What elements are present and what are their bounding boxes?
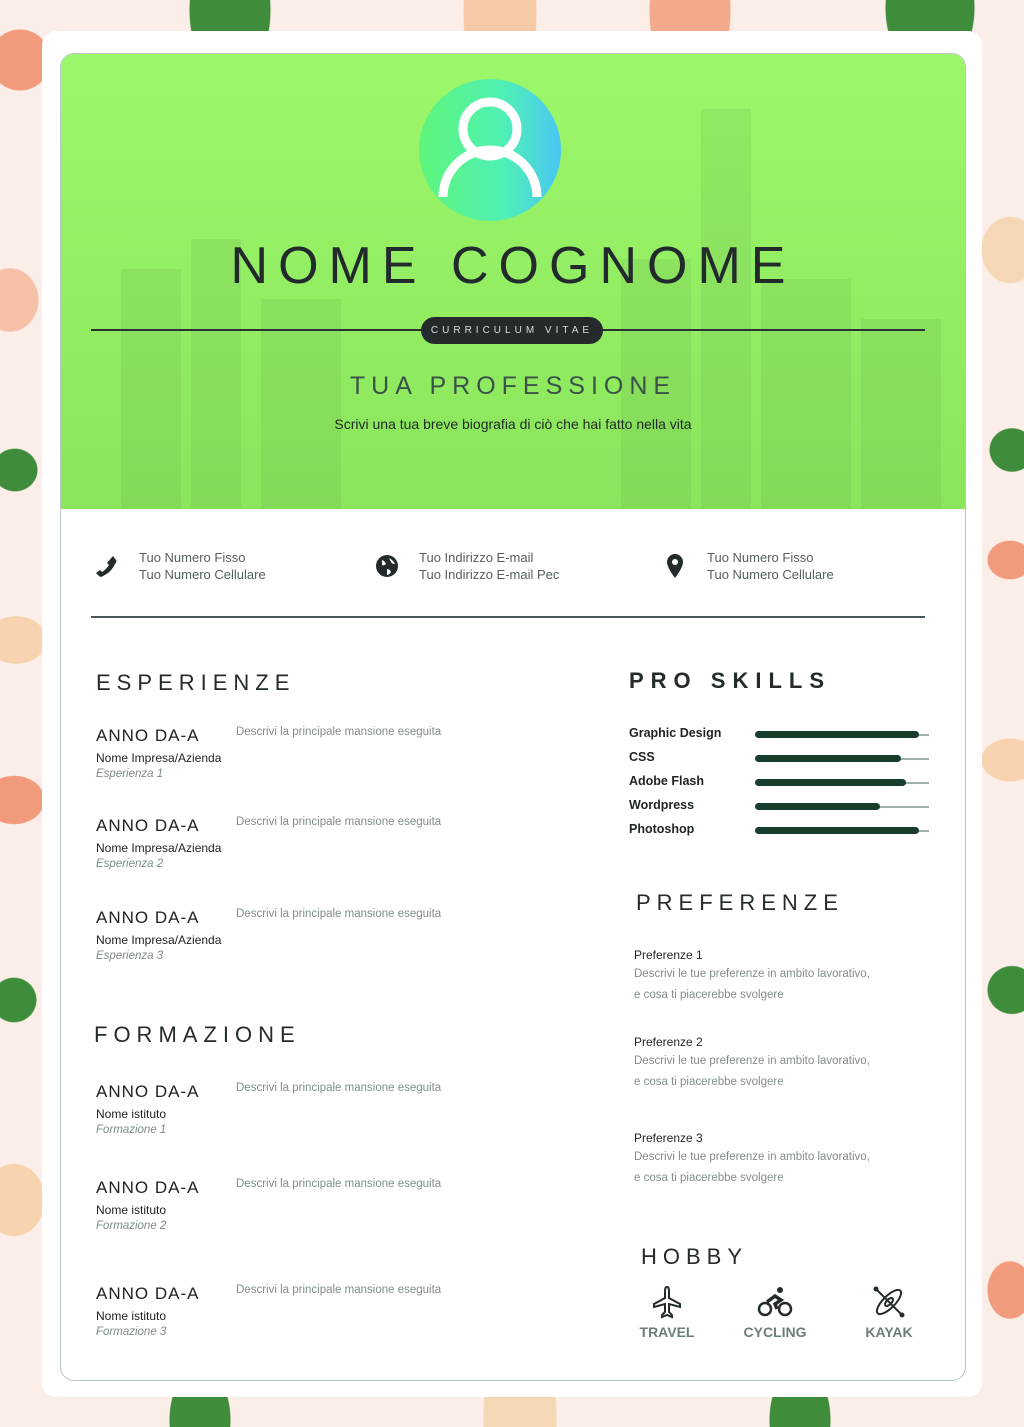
hobby-label: TRAVEL bbox=[639, 1324, 695, 1340]
preference-text: Descrivi le tue preferenze in ambito lavorativo, bbox=[634, 968, 870, 980]
entry-desc: Descrivi la principale mansione eseguita bbox=[236, 816, 442, 828]
preference-text: e cosa ti piacerebbe svolgere bbox=[634, 989, 784, 1001]
contact-email bbox=[373, 549, 559, 583]
entry-year: ANNO DA-A bbox=[96, 726, 200, 745]
contact-line: Tuo Indirizzo E-mail Pec bbox=[419, 567, 560, 582]
entry-desc: Descrivi la principale mansione eseguita bbox=[236, 1284, 442, 1296]
experience-item bbox=[96, 908, 516, 962]
contact-line: Tuo Numero Fisso bbox=[139, 550, 246, 565]
skill-label: Graphic Design bbox=[629, 726, 722, 740]
hobby-label: CYCLING bbox=[743, 1324, 807, 1340]
skill-level-bar bbox=[755, 779, 906, 786]
skill-label: Photoshop bbox=[629, 822, 695, 836]
user-icon bbox=[419, 79, 561, 221]
entry-year: ANNO DA-A bbox=[96, 1178, 200, 1197]
skill-row bbox=[629, 750, 929, 770]
preference-title: Preferenze 2 bbox=[634, 1035, 703, 1049]
preferences-title: PREFERENZE bbox=[636, 890, 844, 915]
skill-level-bar bbox=[755, 827, 919, 834]
globe-icon bbox=[373, 552, 401, 580]
experience-item bbox=[96, 726, 516, 780]
hero-header bbox=[61, 54, 965, 509]
experience-item bbox=[96, 816, 516, 870]
hobby-item-cycling bbox=[735, 1284, 815, 1340]
skills-title: PRO SKILLS bbox=[629, 668, 832, 693]
education-item bbox=[96, 1284, 516, 1338]
entry-desc: Descrivi la principale mansione eseguita bbox=[236, 726, 442, 738]
preference-title: Preferenze 3 bbox=[634, 1131, 703, 1145]
avatar bbox=[419, 79, 561, 221]
skill-level-bar bbox=[755, 803, 880, 810]
entry-org: Nome istituto bbox=[96, 1107, 167, 1121]
entry-year: ANNO DA-A bbox=[96, 816, 200, 835]
experience-title: ESPERIENZE bbox=[96, 670, 296, 695]
entry-sub: Formazione 3 bbox=[96, 1326, 167, 1338]
education-title: FORMAZIONE bbox=[94, 1022, 301, 1047]
skill-level-bar bbox=[755, 731, 919, 738]
entry-year: ANNO DA-A bbox=[96, 908, 200, 927]
entry-sub: Esperienza 3 bbox=[96, 950, 164, 962]
preference-text: e cosa ti piacerebbe svolgere bbox=[634, 1172, 784, 1184]
contact-line: Tuo Indirizzo E-mail bbox=[419, 550, 534, 565]
entry-desc: Descrivi la principale mansione eseguita bbox=[236, 1178, 442, 1190]
bicycle-icon bbox=[735, 1284, 815, 1320]
hobby-item-kayak bbox=[849, 1284, 929, 1340]
hobby-label: KAYAK bbox=[865, 1324, 913, 1340]
entry-sub: Esperienza 2 bbox=[96, 858, 164, 870]
person-name: NOME COGNOME bbox=[230, 237, 796, 295]
kayak-icon bbox=[849, 1284, 929, 1320]
bio-text: Scrivi una tua breve biografia di ciò che hai fatto nella vita bbox=[334, 416, 692, 432]
preference-item bbox=[634, 948, 934, 1006]
contact-line: Tuo Numero Cellulare bbox=[707, 567, 834, 582]
profession-title: TUA PROFESSIONE bbox=[349, 372, 677, 400]
preference-text: Descrivi le tue preferenze in ambito lavorativo, bbox=[634, 1151, 870, 1163]
resume-card bbox=[60, 53, 966, 1381]
skill-row bbox=[629, 798, 929, 818]
entry-org: Nome Impresa/Azienda bbox=[96, 751, 222, 765]
skill-label: Wordpress bbox=[629, 798, 695, 812]
entry-desc: Descrivi la principale mansione eseguita bbox=[236, 1082, 442, 1094]
airplane-icon bbox=[627, 1284, 707, 1320]
entry-sub: Formazione 1 bbox=[96, 1124, 167, 1136]
skill-label: CSS bbox=[629, 750, 655, 764]
contact-address bbox=[661, 549, 834, 583]
entry-sub: Formazione 2 bbox=[96, 1220, 167, 1232]
preference-item bbox=[634, 1035, 934, 1093]
skill-row bbox=[629, 726, 929, 746]
hobby-title: HOBBY bbox=[641, 1244, 749, 1269]
entry-org: Nome Impresa/Azienda bbox=[96, 933, 222, 947]
hobby-item-travel bbox=[627, 1284, 707, 1340]
education-item bbox=[96, 1178, 516, 1232]
skill-level-bar bbox=[755, 755, 901, 762]
preference-text: Descrivi le tue preferenze in ambito lavorativo, bbox=[634, 1055, 870, 1067]
contact-line: Tuo Numero Cellulare bbox=[139, 567, 266, 582]
city-silhouette bbox=[861, 319, 941, 509]
entry-year: ANNO DA-A bbox=[96, 1284, 200, 1303]
map-pin-icon bbox=[661, 552, 689, 580]
phone-icon bbox=[93, 552, 121, 580]
preference-item bbox=[634, 1131, 934, 1189]
skill-row bbox=[629, 774, 929, 794]
preference-title: Preferenze 1 bbox=[634, 948, 703, 962]
skill-row bbox=[629, 822, 929, 842]
preference-text: e cosa ti piacerebbe svolgere bbox=[634, 1076, 784, 1088]
section-divider bbox=[91, 616, 925, 618]
cv-badge: CURRICULUM VITAE bbox=[421, 317, 603, 344]
entry-desc: Descrivi la principale mansione eseguita bbox=[236, 908, 442, 920]
entry-year: ANNO DA-A bbox=[96, 1082, 200, 1101]
contact-phone bbox=[93, 549, 266, 583]
city-silhouette bbox=[701, 109, 751, 509]
entry-org: Nome istituto bbox=[96, 1309, 167, 1323]
education-item bbox=[96, 1082, 516, 1136]
skill-label: Adobe Flash bbox=[629, 774, 705, 788]
entry-org: Nome istituto bbox=[96, 1203, 167, 1217]
contact-line: Tuo Numero Fisso bbox=[707, 550, 814, 565]
entry-sub: Esperienza 1 bbox=[96, 768, 164, 780]
entry-org: Nome Impresa/Azienda bbox=[96, 841, 222, 855]
